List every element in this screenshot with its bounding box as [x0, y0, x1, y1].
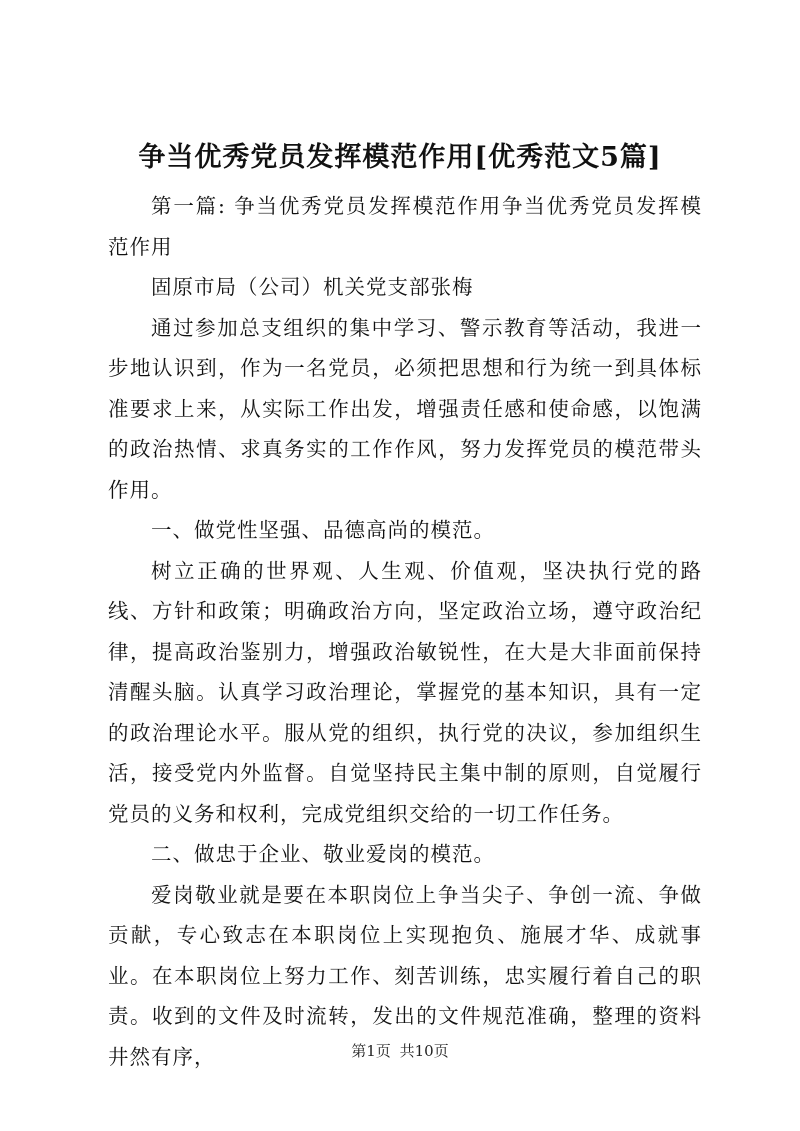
section-heading-2: 二、做忠于企业、敬业爱岗的模范。	[151, 842, 496, 866]
page-total: 共10页	[399, 1042, 449, 1060]
section-heading-1: 一、做党性坚强、品德高尚的模范。	[151, 518, 496, 542]
document-body	[108, 186, 702, 1077]
paragraph-intro: 通过参加总支组织的集中学习、警示教育等活动，我进一步地认识到，作为一名党员，必须把思想和行为统一到具体标准要求上来，从实际工作出发，增强责任感和使命感，以饱满的政治热情、求真务实的工作作风，努力发挥党员的模范带头作用。	[108, 315, 702, 502]
page-footer	[0, 1040, 800, 1061]
paragraph-section-2: 爱岗敬业就是要在本职岗位上争当尖子、争创一流、争做贡献，专心致志在本职岗位上实现抱负、施展才华、成就事业。在本职岗位上努力工作、刻苦训练，忠实履行着自己的职责。收到的文件及时流转，发出的文件规范准确，整理的资料井然有序，	[108, 882, 702, 1069]
paragraph-section-1: 树立正确的世界观、人生观、价值观，坚决执行党的路线、方针和政策；明确政治方向，坚定政治立场，遵守政治纪律，提高政治鉴别力，增强政治敏锐性，在大是大非面前保持清醒头脑。认真学习政治理论，掌握党的基本知识，具有一定的政治理论水平。服从党的组织，执行党的决议，参加组织生活，接受党内外监督。自觉坚持民主集中制的原则，自觉履行党员的义务和权利，完成党组织交给的一切工作任务。	[108, 558, 702, 826]
paragraph-author: 固原市局（公司）机关党支部张梅	[151, 275, 474, 299]
paragraph-subtitle: 第一篇: 争当优秀党员发挥模范作用争当优秀党员发挥模范作用	[108, 194, 702, 259]
document-title: 争当优秀党员发挥模范作用[优秀范文5篇]	[138, 142, 662, 173]
page-number: 第1页	[351, 1042, 391, 1060]
